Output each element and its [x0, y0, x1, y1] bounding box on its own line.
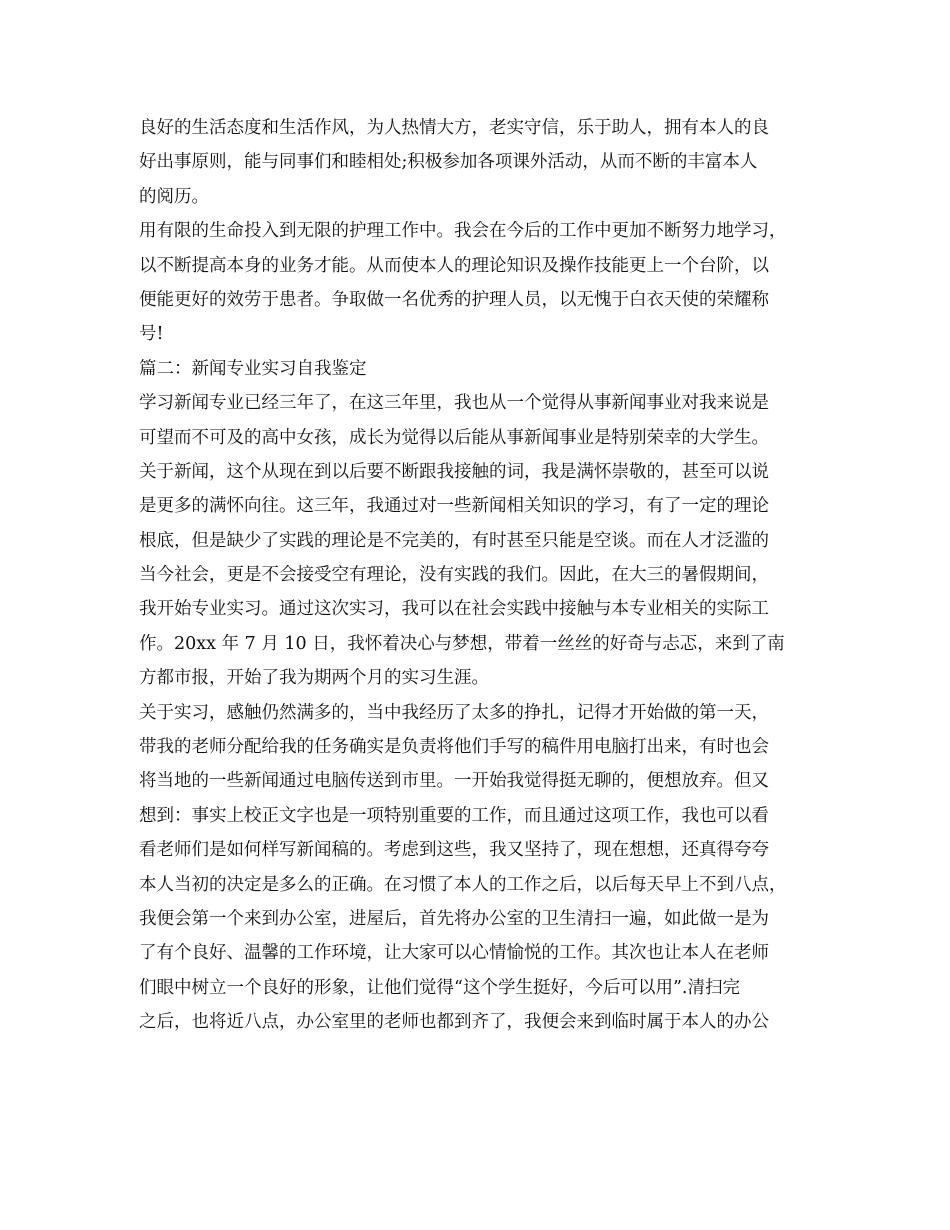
- text-line: 方都市报，开始了我为期两个月的实习生涯。: [139, 668, 489, 689]
- section-heading: 篇二：新闻专业实习自我鉴定: [139, 358, 367, 379]
- text-line: 我便会第一个来到办公室，进屋后，首先将办公室的卫生清扫一遍，如此做一是为: [139, 908, 769, 929]
- text-line: 了有个良好、温馨的工作环境，让大家可以心情愉悦的工作。其次也让本人在老师: [139, 943, 769, 964]
- text-line: 带我的老师分配给我的任务确实是负责将他们手写的稿件用电脑打出来，有时也会: [139, 737, 769, 758]
- text-line: 便能更好的效劳于患者。争取做一名优秀的护理人员，以无愧于白衣天使的荣耀称: [139, 289, 769, 310]
- text-line: 当今社会，更是不会接受空有理论，没有实践的我们。因此，在大三的暑假期间，: [139, 565, 769, 586]
- document-body: [139, 111, 839, 1040]
- text-line: 我开始专业实习。通过这次实习，我可以在社会实践中接触与本专业相关的实际工: [139, 599, 769, 620]
- text-line: 之后，也将近八点，办公室里的老师也都到齐了，我便会来到临时属于本人的办公: [139, 1012, 769, 1033]
- text-line: 关于实习，感触仍然满多的，当中我经历了太多的挣扎，记得才开始做的第一天，: [139, 702, 769, 723]
- text-line: 想到：事实上校正文字也是一项特别重要的工作，而且通过这项工作，我也可以看: [139, 805, 769, 826]
- text-line: 良好的生活态度和生活作风，为人热情大方，老实守信，乐于助人，拥有本人的良: [139, 118, 769, 138]
- text-line: 好出事原则，能与同事们和睦相处;积极参加各项课外活动，从而不断的丰富本人: [139, 152, 758, 173]
- text-line: 号!: [139, 324, 164, 345]
- text-line: 用有限的生命投入到无限的护理工作中。我会在今后的工作中更加不断努力地学习，: [139, 221, 787, 242]
- text-line: 看老师们是如何样写新闻稿的。考虑到这些，我又坚持了，现在想想，还真得夸夸: [139, 840, 769, 861]
- text-line: 将当地的一些新闻通过电脑传送到市里。一开始我觉得挺无聊的，便想放弃。但又: [139, 771, 769, 792]
- text-line: 们眼中树立一个良好的形象，让他们觉得“这个学生挺好，今后可以用”.清扫完: [139, 977, 740, 998]
- text-line: 是更多的满怀向往。这三年，我通过对一些新闻相关知识的学习，有了一定的理论: [139, 496, 769, 517]
- text-line: 学习新闻专业已经三年了，在这三年里，我也从一个觉得从事新闻事业对我来说是: [139, 393, 769, 414]
- text-line: 以不断提高本身的业务才能。从而使本人的理论知识及操作技能更上一个台阶，以: [139, 255, 769, 276]
- text-line: 作。20xx 年 7 月 10 日，我怀着决心与梦想，带着一丝丝的好奇与忐忑，来到了南: [139, 633, 785, 654]
- text-line: 根底，但是缺少了实践的理论是不完美的，有时甚至只能是空谈。而在人才泛滥的: [139, 530, 769, 551]
- text-line: 本人当初的决定是多么的正确。在习惯了本人的工作之后，以后每天早上不到八点，: [139, 874, 787, 895]
- text-line: 关于新闻，这个从现在到以后要不断跟我接触的词，我是满怀崇敬的，甚至可以说: [139, 461, 769, 482]
- text-line: 可望而不可及的高中女孩，成长为觉得以后能从事新闻事业是特别荣幸的大学生。: [139, 427, 769, 448]
- text-line: 的阅历。: [139, 186, 209, 207]
